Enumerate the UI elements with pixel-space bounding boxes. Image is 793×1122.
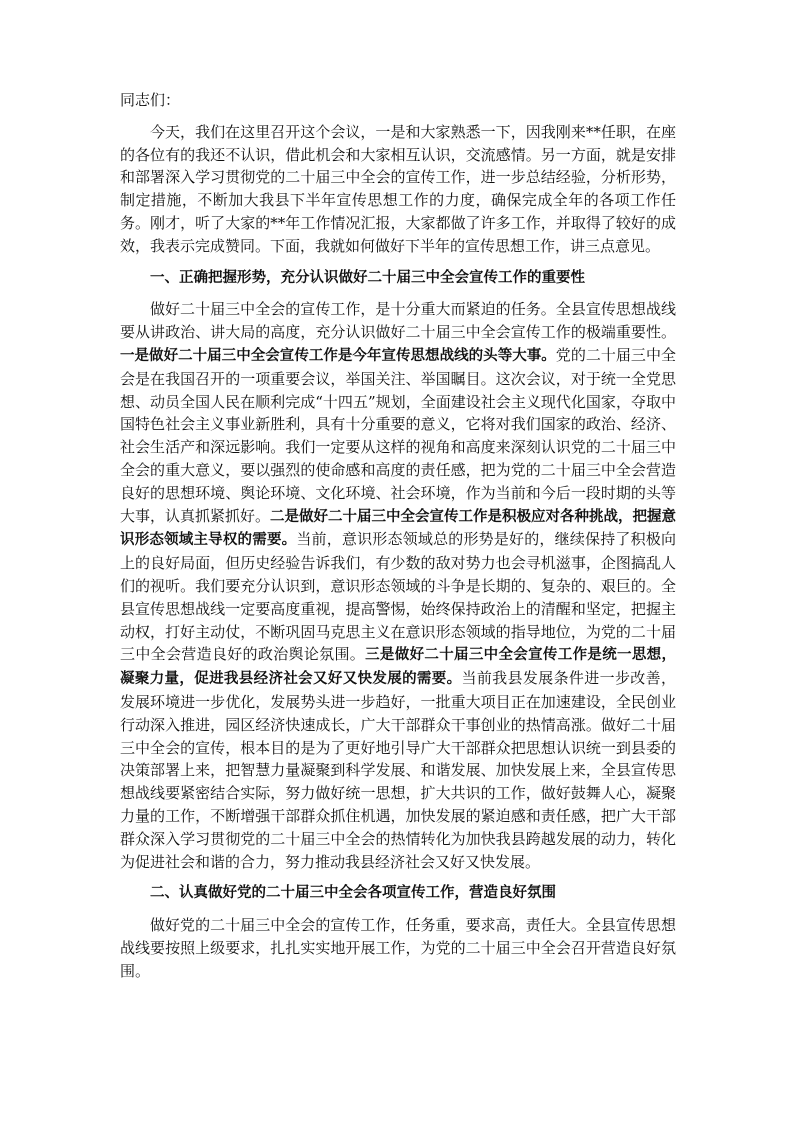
section-1-point-3: 三是做好二十届三中全会宣传工作是统一思想，凝聚力量，促进我县经济社会又好又快发展的需要。 <box>120 647 676 688</box>
salutation: 同志们： <box>120 91 181 109</box>
section-1-paragraph <box>120 298 676 873</box>
section-1-point-2: 二是做好二十届三中全会宣传工作是积极应对各种挑战，把握意识形态领域主导权的需要。 <box>120 508 677 549</box>
section-1-text-2: 党的二十届三中全会是在我国召开的一项重要会议，举国关注、举国瞩目。这次会议，对于统一全党思想、动员全国人民在顺利完成“十四五”规划，全面建设社会主义现代化国家，夺取中国特色社会主义事业新胜利，具有十分重要的意义，它将对我们国家的政治、经济、社会生活产和深远影响。我们一定要从这样的视角和高度来深刻认识党的二十届三中全会的重大意义，要以强烈的使命感和高度的责任感，把为党的二十届三中全会营造良好的思想环境、舆论环境、文化环境、社会环境，作为当前和今后一段时期的头等大事，认真抓紧抓好。 <box>120 345 676 525</box>
section-1-text-1: 做好二十届三中全会的宣传工作，是十分重大而紧迫的任务。全县宣传思想战线要从讲政治、讲大局的高度，充分认识做好二十届三中全会宣传工作的极端重要性。 <box>120 300 676 342</box>
section-2-paragraph: 做好党的二十届三中全会的宣传工作，任务重，要求高，责任大。全县宣传思想战线要按照上级要求，扎扎实实地开展工作，为党的二十届三中全会召开营造良好氛围。 <box>120 916 676 980</box>
section-1-point-1: 一是做好二十届三中全会宣传工作是今年宣传思想战线的头等大事。 <box>120 347 556 364</box>
document-page <box>120 89 676 982</box>
section-1-text-4: 当前我县发展条件进一步改善，发展环境进一步优化，发展势头进一步趋好，一批重大项目正在加速建设，全民创业行动深入推进，园区经济快速成长，广大干部群众干事创业的热情高涨。做好二十届三中全会的宣传，根本目的是为了更好地引导广大干部群众把思想认识统一到县委的决策部署上来，把智慧力量凝聚到科学发展、和谐发展、加快发展上来，全县宣传思想战线要紧密结合实际，努力做好统一思想，扩大共识的工作，做好鼓舞人心，凝聚力量的工作，不断增强干部群众抓住机遇，加快发展的紧迫感和责任感，把广大干部群众深入学习贯彻党的二十届三中全会的热情转化为加快我县跨越发展的动力，转化为促进社会和谐的合力，努力推动我县经济社会又好又快发展。 <box>120 669 676 871</box>
intro-paragraph: 今天，我们在这里召开这个会议，一是和大家熟悉一下，因我刚来**任职，在座的各位有的我还不认识，借此机会和大家相互认识，交流感情。另一方面，就是安排和部署深入学习贯彻党的二十届三中全会的宣传工作，进一步总结经验，分析形势，制定措施，不断加大我县下半年宣传思想工作的力度，确保完成全年的各项工作任务。刚才，听了大家的**年工作情况汇报，大家都做了许多工作，并取得了较好的成效，我表示完成赞同。下面，我就如何做好下半年的宣传思想工作，讲三点意见。 <box>120 122 676 255</box>
section-1-text-3: 当前，意识形态领域总的形势是好的，继续保持了积极向上的良好局面，但历史经验告诉我们，有少数的敌对势力也会寻机滋事，企图搞乱人们的视听。我们要充分认识到，意识形态领域的斗争是长期的、复杂的、艰巨的。全县宣传思想战线一定要高度重视，提高警惕，始终保持政治上的清醒和坚定，把握主动权，打好主动仗，不断巩固马克思主义在意识形态领域的指导地位，为党的二十届三中全会营造良好的政治舆论氛围。 <box>120 530 676 664</box>
section-2-heading: 二、认真做好党的二十届三中全会各项宣传工作，营造良好氛围 <box>150 885 556 902</box>
section-1-heading: 一、正确把握形势，充分认识做好二十届三中全会宣传工作的重要性 <box>150 269 585 286</box>
